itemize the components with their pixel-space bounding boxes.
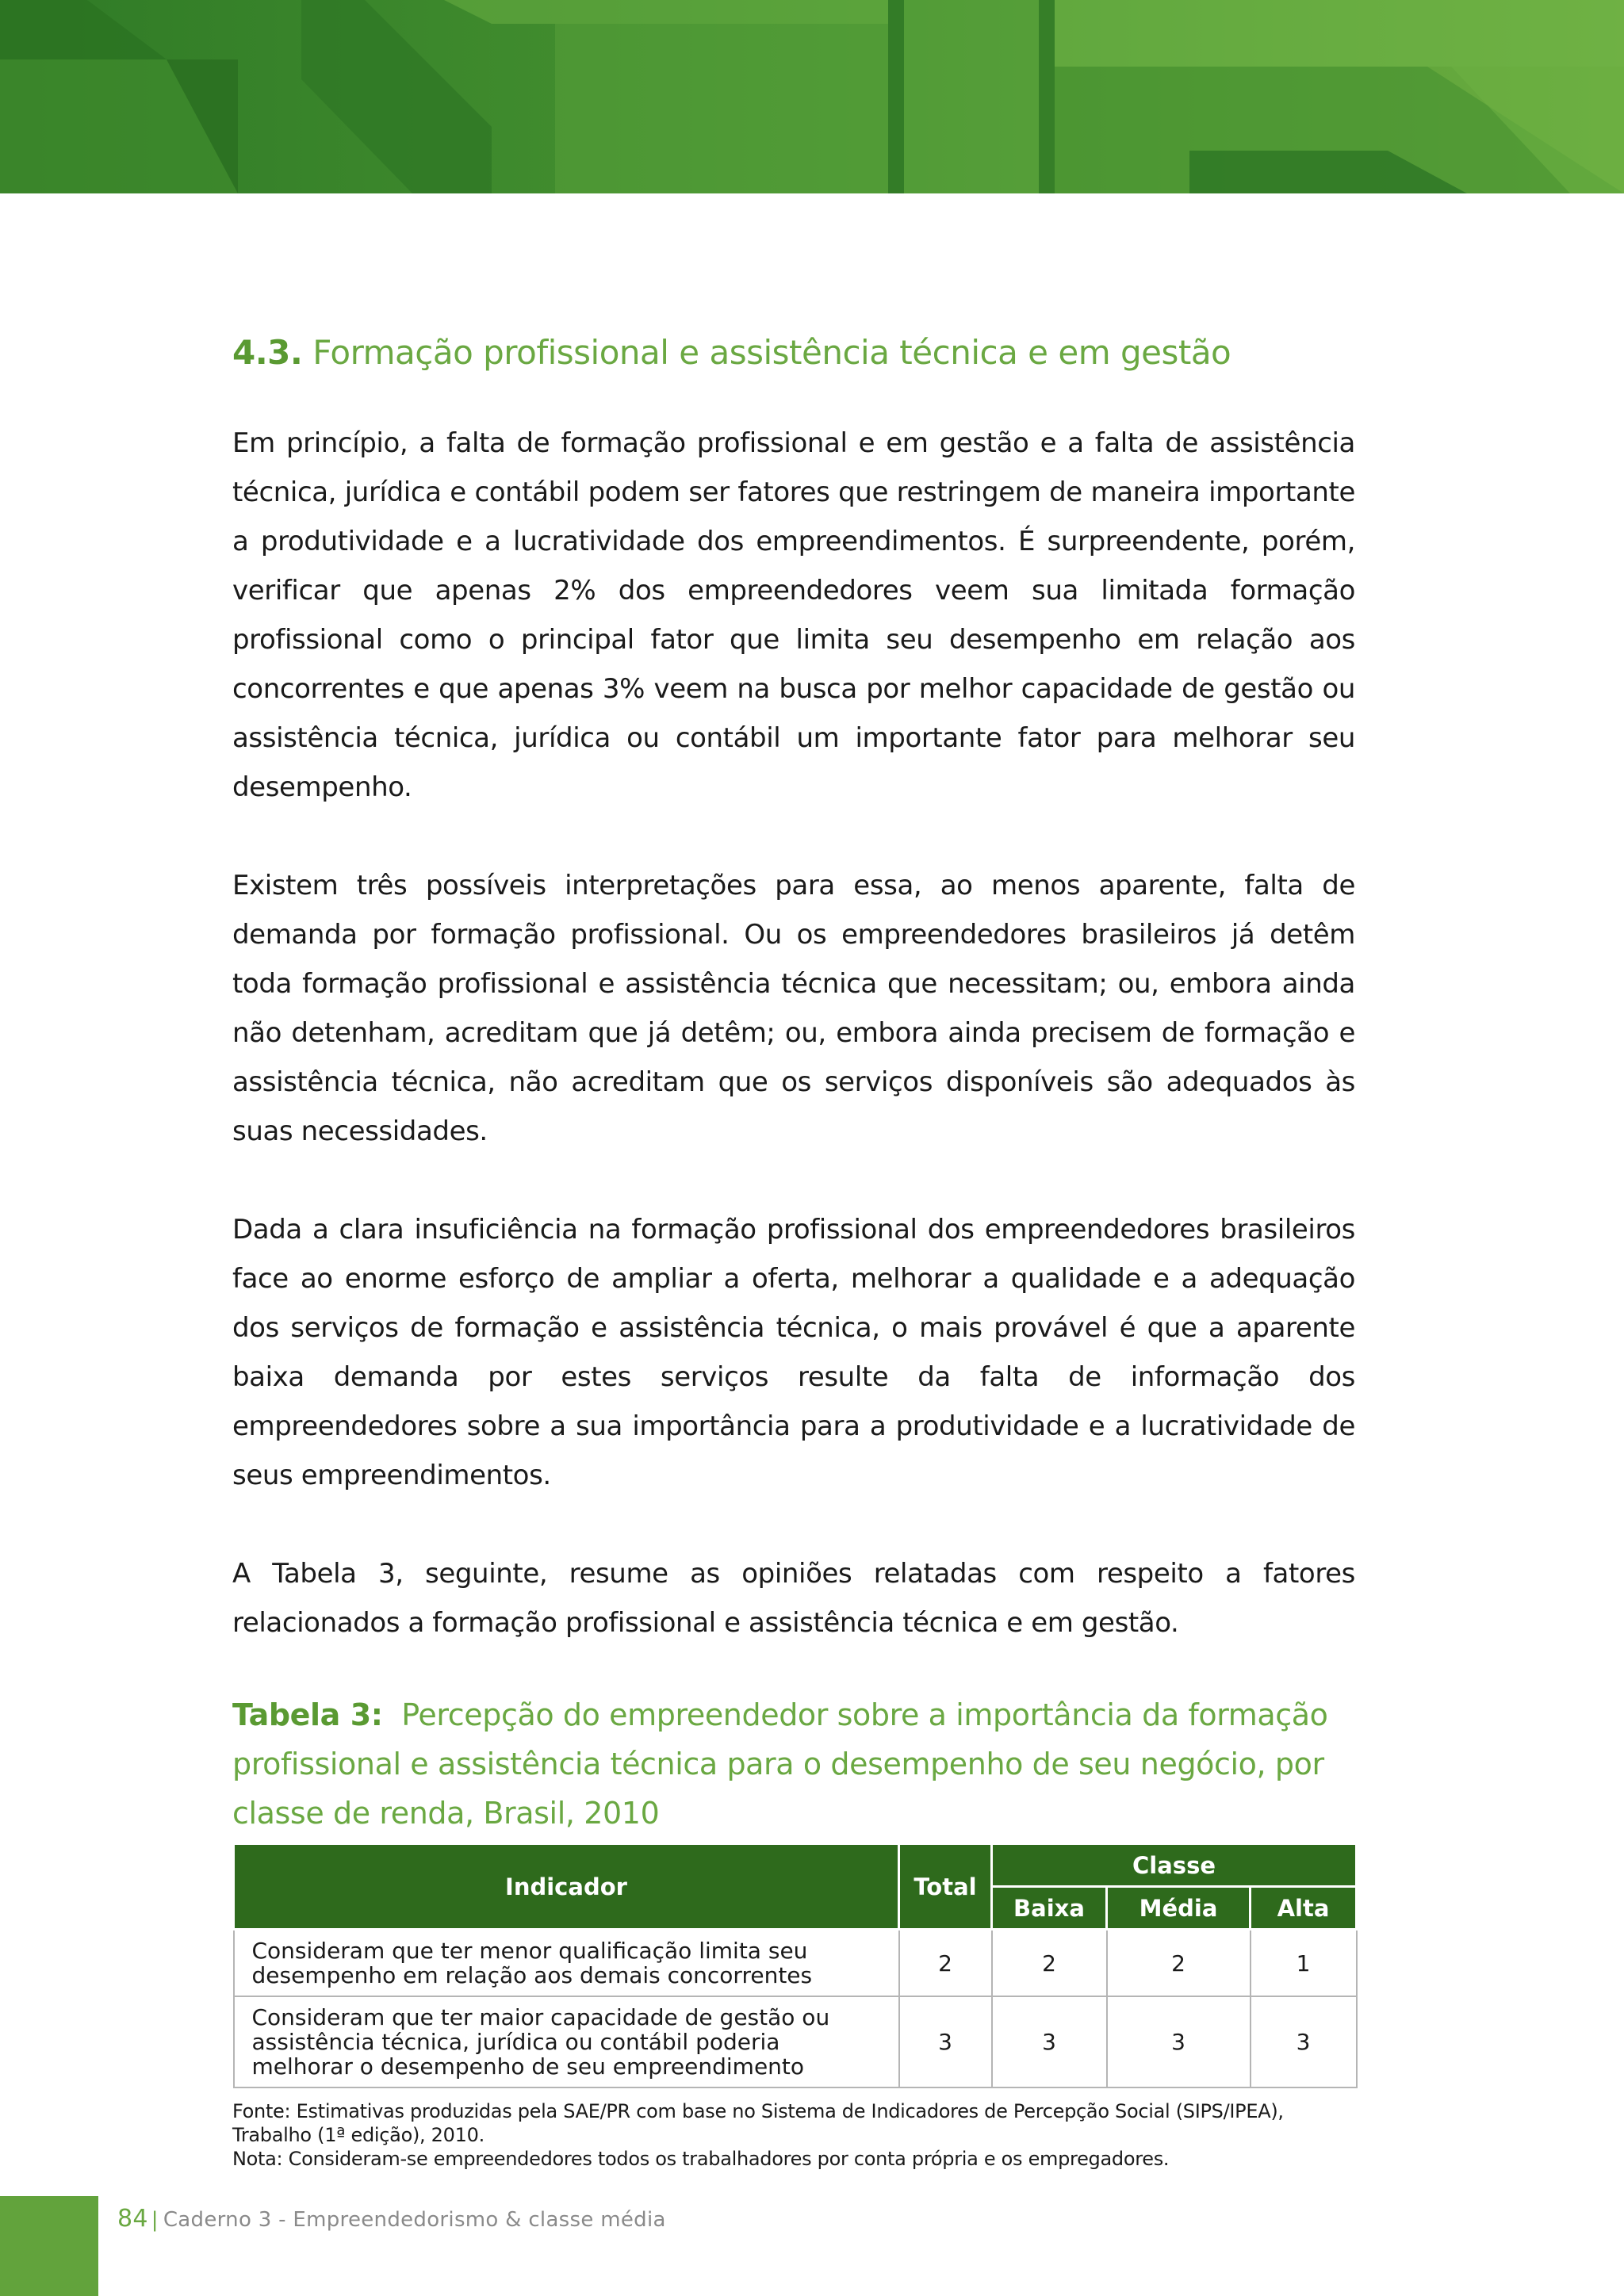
row-media: 3 <box>1107 1996 1251 2087</box>
data-table <box>232 1843 1358 2088</box>
header-baixa: Baixa <box>992 1887 1107 1930</box>
table-row <box>234 1996 1357 2087</box>
header-media: Média <box>1107 1887 1251 1930</box>
row-indicador: Consideram que ter menor qualificação limita seu desempenho em relação aos demais concorrentes <box>234 1930 899 1997</box>
page-number: 84 <box>117 2205 148 2233</box>
footer-title: Caderno 3 - Empreendedorismo & classe média <box>163 2208 666 2232</box>
row-total: 2 <box>899 1930 992 1997</box>
row-indicador: Consideram que ter maior capacidade de gestão ou assistência técnica, jurídica ou contábil poderia melhorar o desempenho de seu empreendimento <box>234 1996 899 2087</box>
row-baixa: 2 <box>992 1930 1107 1997</box>
paragraph-4: A Tabela 3, seguinte, resume as opiniões relatadas com respeito a fatores relacionados a formação profissional e assistência técnica e em gestão. <box>232 1558 1355 1640</box>
header-indicador: Indicador <box>234 1844 899 1930</box>
section-title: Formação profissional e assistência técnica e em gestão <box>312 333 1231 372</box>
paragraph-1: Em princípio, a falta de formação profissional e em gestão e a falta de assistência técnica, jurídica e contábil podem ser fatores que restringem de maneira importante a produtividade e a lucratividade dos empreendimentos. É surpreendente, porém, verificar que apenas 2% dos empreendedores veem sua limitada formação profissional como o principal fator que limita seu desempenho em relação aos concorrentes e que apenas 3% veem na busca por melhor capacidade de gestão ou assistência técnica, jurídica ou contábil um importante fator para melhorar seu desempenho. <box>232 427 1355 804</box>
table-notes <box>232 2099 1355 2171</box>
section-heading <box>232 333 1355 373</box>
table-row <box>234 1930 1357 1997</box>
header-classe: Classe <box>992 1844 1357 1887</box>
paragraph-2: Existem três possíveis interpretações para essa, ao menos aparente, falta de demanda por formação profissional. Ou os empreendedores brasileiros já detêm toda formação profissional e assistência técnica que necessitam; ou, embora ainda não detenham, acreditam que já detêm; ou, embora ainda precisem de formação e assistência técnica, não acreditam que os serviços disponíveis são adequados às suas necessidades. <box>232 870 1355 1148</box>
table-note: Nota: Consideram-se empreendedores todos os trabalhadores por conta própria e os empregadores. <box>232 2148 1170 2171</box>
row-media: 2 <box>1107 1930 1251 1997</box>
header-banner <box>0 0 1624 193</box>
row-total: 3 <box>899 1996 992 2087</box>
row-baixa: 3 <box>992 1996 1107 2087</box>
section-number: 4.3. <box>232 333 303 372</box>
banner-graphic <box>0 0 1624 193</box>
page-content <box>232 333 1355 2171</box>
row-alta: 3 <box>1251 1996 1357 2087</box>
footer-green-block <box>0 2196 98 2296</box>
page-footer <box>117 2205 666 2233</box>
table-caption-text: Percepção do empreendedor sobre a importância da formação profissional e assistência técnica para o desempenho de seu negócio, por classe de renda, Brasil, 2010 <box>232 1697 1328 1831</box>
header-alta: Alta <box>1251 1887 1357 1930</box>
table-label: Tabela 3: <box>232 1697 383 1733</box>
table-caption <box>232 1690 1355 1838</box>
footer-separator: | <box>151 2208 159 2232</box>
table-source: Fonte: Estimativas produzidas pela SAE/PR com base no Sistema de Indicadores de Percepção Social (SIPS/IPEA), Trabalho (1ª edição), 2010. <box>232 2100 1284 2147</box>
row-alta: 1 <box>1251 1930 1357 1997</box>
header-total: Total <box>899 1844 992 1930</box>
paragraph-3: Dada a clara insuficiência na formação profissional dos empreendedores brasileiros face ao enorme esforço de ampliar a oferta, melhorar a qualidade e a adequação dos serviços de formação e assistência técnica, o mais provável é que a aparente baixa demanda por estes serviços resulte da falta de informação dos empreendedores sobre a sua importância para a produtividade e a lucratividade de seus empreendimentos. <box>232 1214 1355 1492</box>
